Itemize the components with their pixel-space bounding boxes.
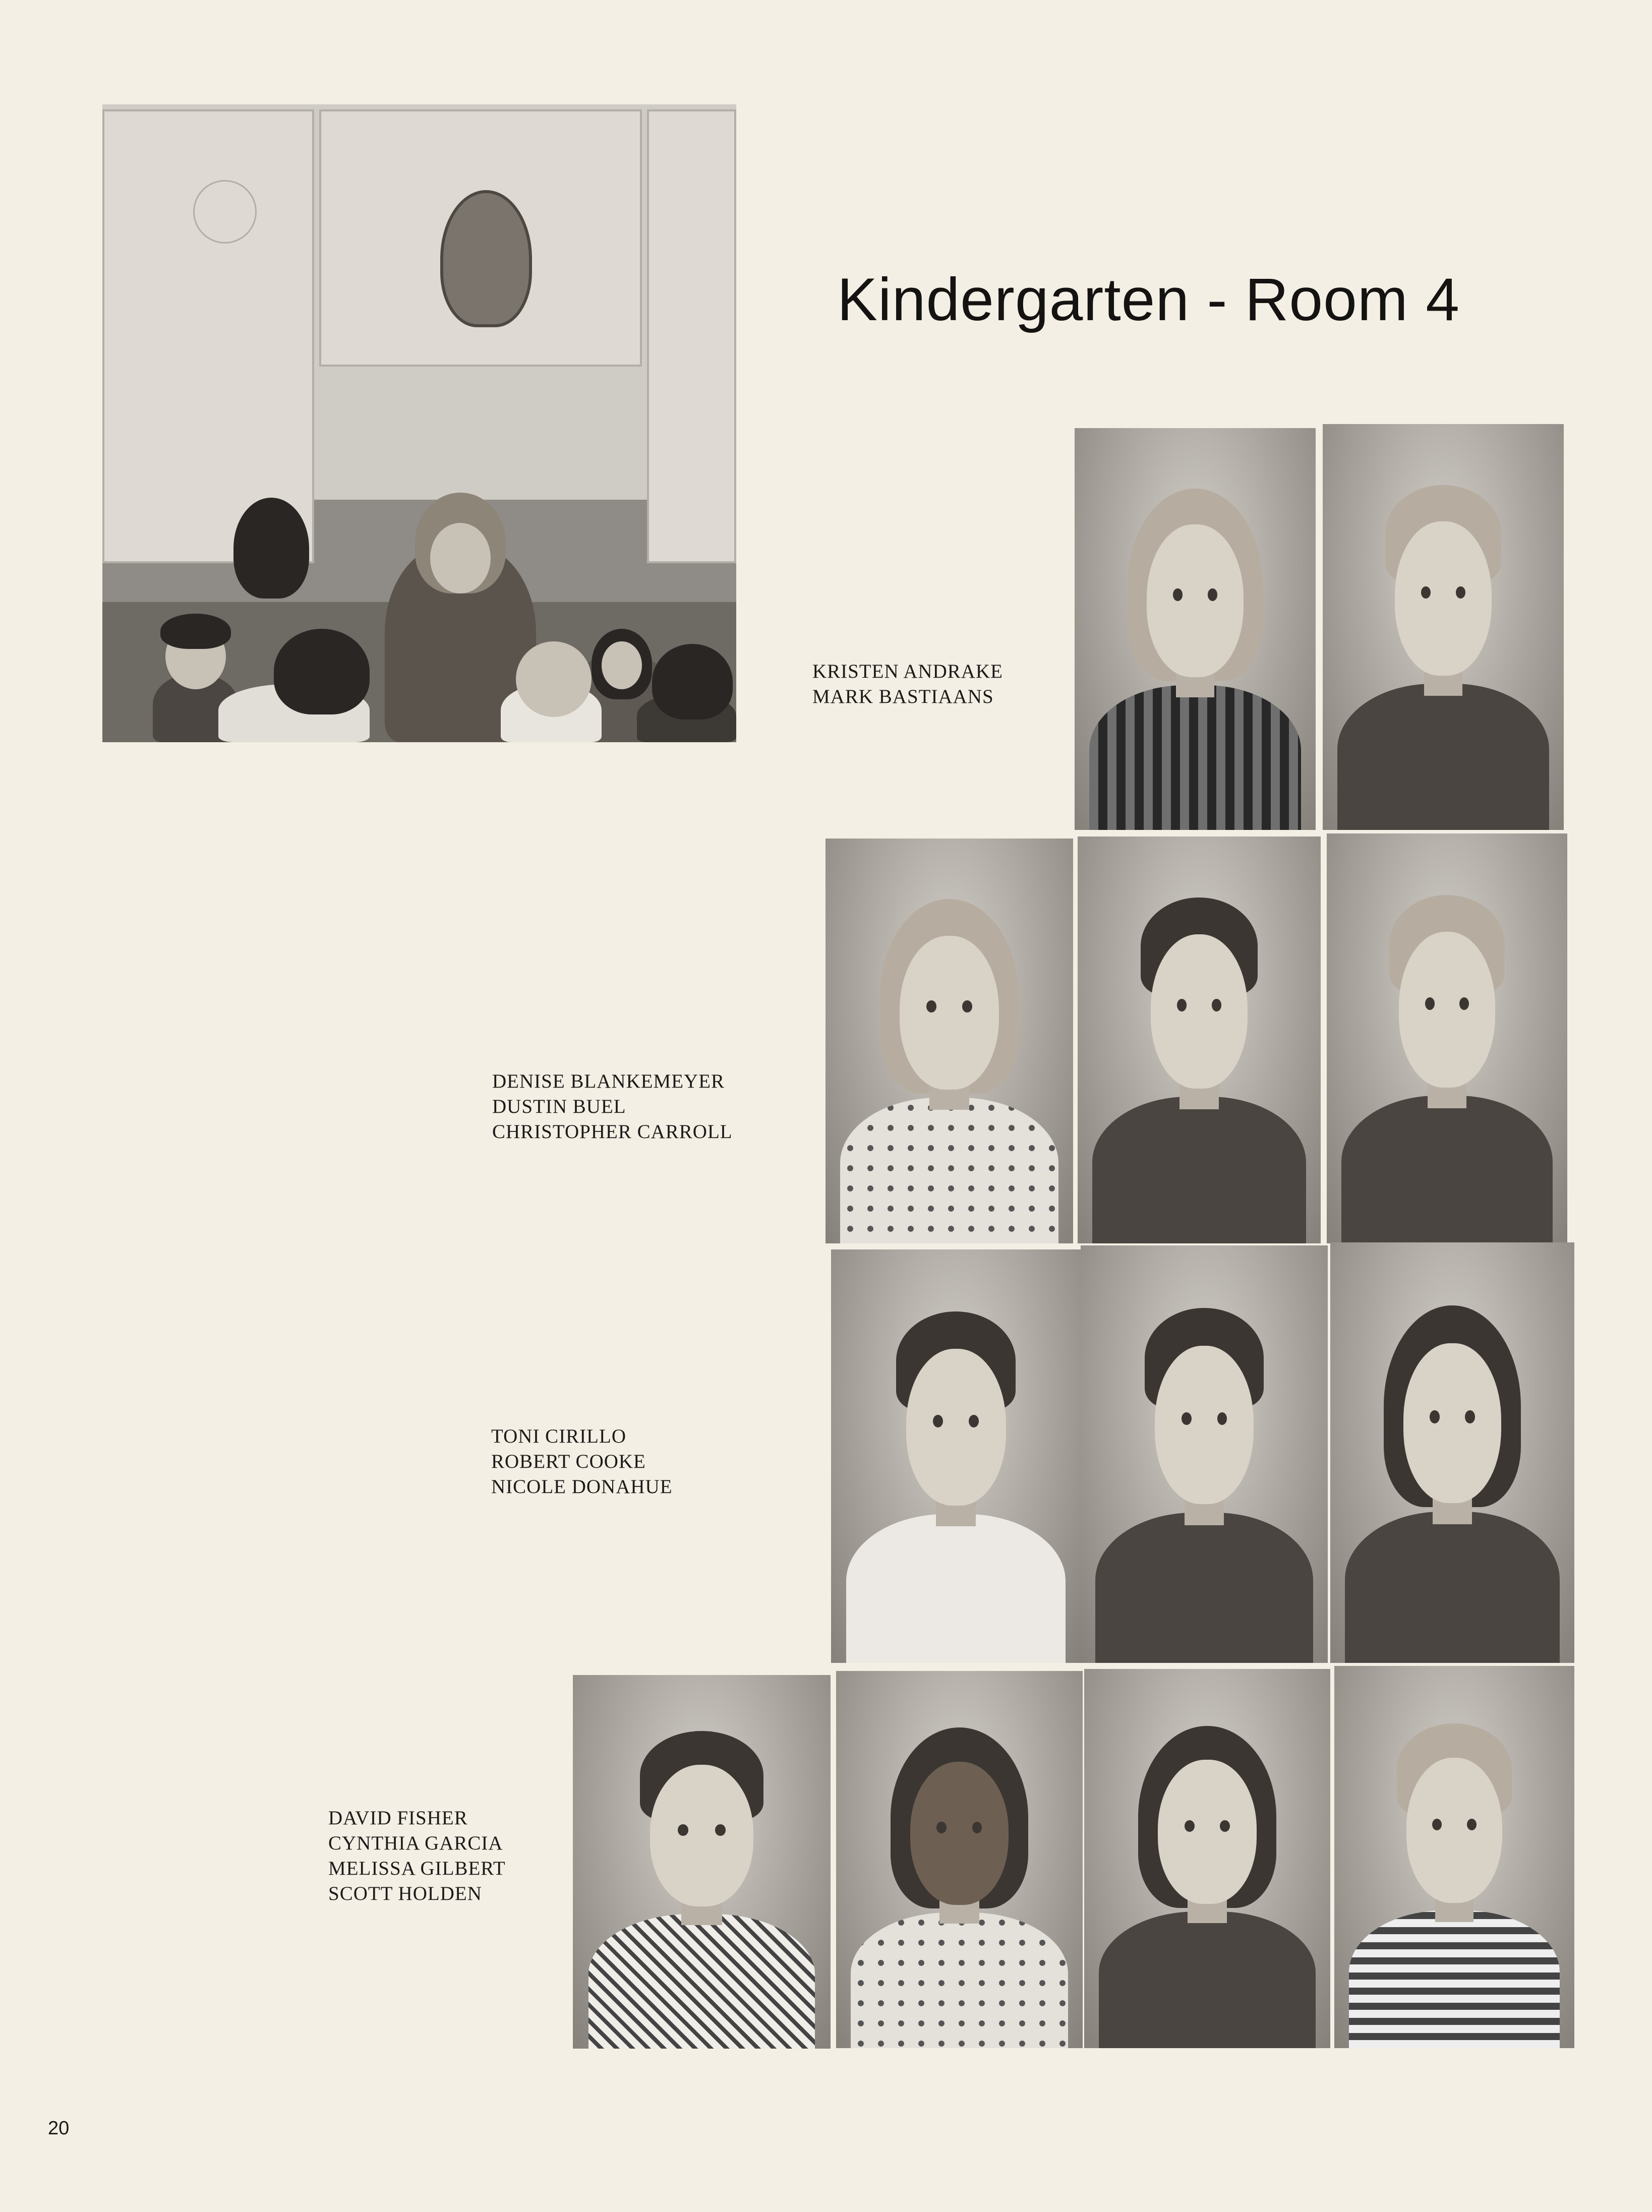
classroom-photo: [102, 104, 736, 742]
student-name: DUSTIN BUEL: [492, 1096, 626, 1117]
portrait-melissa-gilbert: [1084, 1669, 1330, 2048]
student-name: ROBERT COOKE: [491, 1451, 646, 1472]
portrait-scott-holden: [1334, 1666, 1574, 2048]
caption-group-4: [328, 1806, 506, 1906]
portrait-mark-bastiaans: [1323, 424, 1564, 830]
portrait-cynthia-garcia: [836, 1671, 1083, 2048]
student-name: NICOLE DONAHUE: [491, 1476, 673, 1498]
portrait-kristen-andrake: [1075, 428, 1316, 830]
student-name: TONI CIRILLO: [491, 1425, 626, 1447]
portrait-christopher-carroll: [1327, 833, 1567, 1243]
portrait-nicole-donahue: [1330, 1242, 1574, 1663]
portrait-dustin-buel: [1078, 836, 1321, 1243]
portrait-robert-cooke: [1081, 1245, 1328, 1663]
student-name: MELISSA GILBERT: [328, 1858, 506, 1879]
page-title: Kindergarten - Room 4: [837, 266, 1460, 333]
student-name: DENISE BLANKEMEYER: [492, 1070, 725, 1092]
student-name: MARK BASTIAANS: [812, 686, 994, 707]
student-name: DAVID FISHER: [328, 1807, 468, 1829]
caption-group-2: [492, 1069, 733, 1145]
student-name: CYNTHIA GARCIA: [328, 1832, 503, 1854]
student-name: CHRISTOPHER CARROLL: [492, 1121, 733, 1143]
caption-group-1: [812, 659, 1003, 709]
portrait-david-fisher: [573, 1675, 831, 2049]
portrait-denise-blankemeyer: [825, 839, 1073, 1243]
page-number: 20: [48, 2118, 70, 2139]
caption-group-3: [491, 1424, 673, 1500]
student-name: SCOTT HOLDEN: [328, 1883, 482, 1904]
portrait-toni-cirillo: [831, 1249, 1081, 1663]
student-name: KRISTEN ANDRAKE: [812, 661, 1003, 682]
